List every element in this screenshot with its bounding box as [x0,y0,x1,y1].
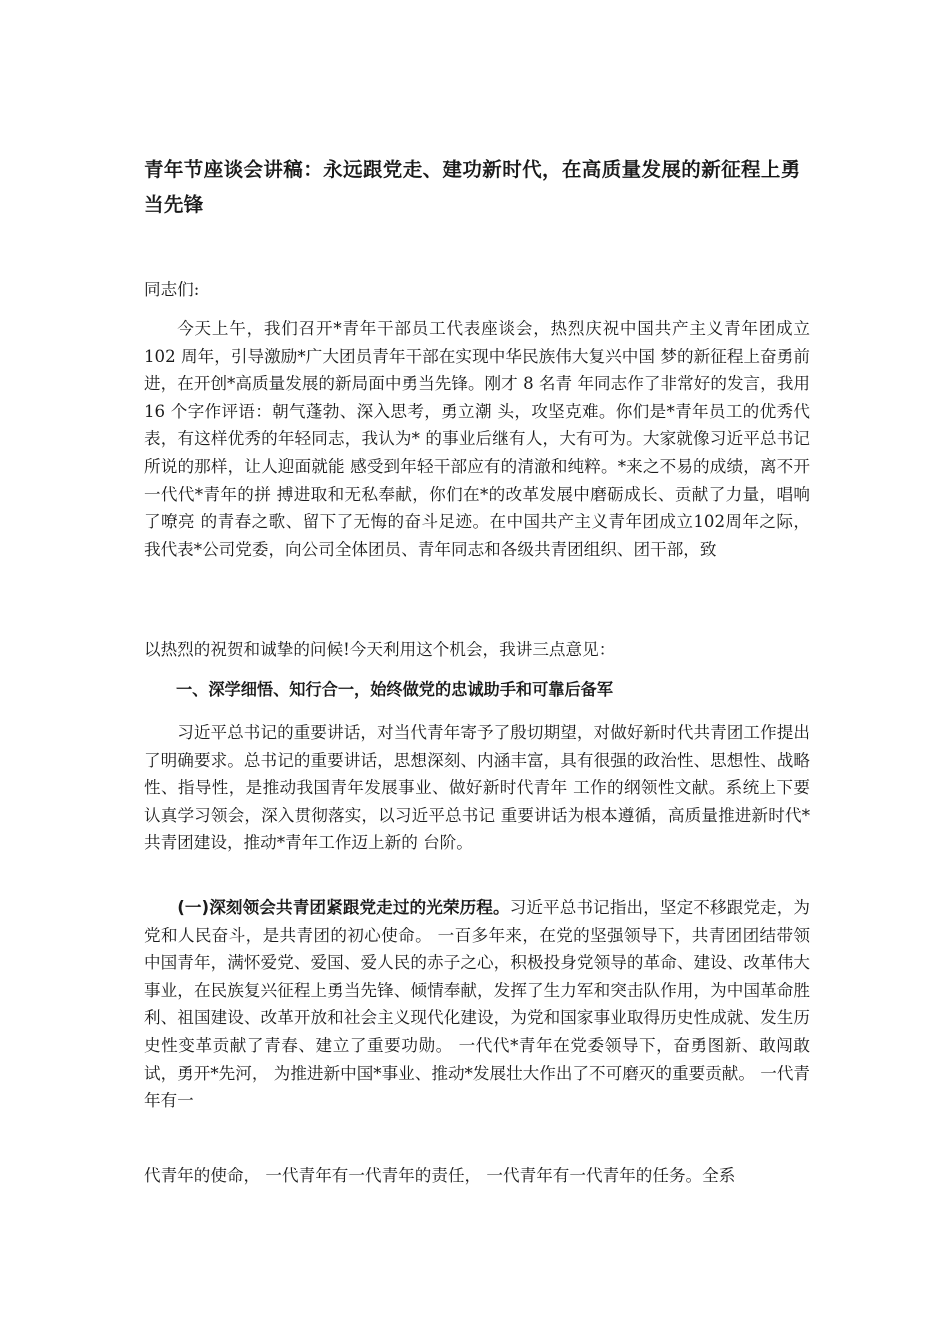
paragraph-subsection-1 [144,894,810,1115]
section-heading-1: 一、深学细悟、知行合一，始终做党的忠诚助手和可靠后备军 [176,680,614,699]
subsection-heading-1: (一)深刻领会共青团紧跟党走过的光荣历程。 [177,898,510,917]
document-title: 青年节座谈会讲稿：永远跟党走、建功新时代，在高质量发展的新征程上勇当先锋 [144,158,801,216]
subsection-body-1: 习近平总书记指出，坚定不移跟党走，为党和人民奋斗，是共青团的初心使命。 一百多年来，在党的坚强领导下，共青团团结带领中国青年，满怀爱党、爱国、爱人民的赤子之心，积极投身党领导的革命、建设、改革伟大事业，在民族复兴征程上勇当先锋、倾情奉献，发挥了生力军和突击队作用，为中国革命胜利、祖国建设、改革开放和社会主义现代化建设，为党和国家事业取得历史性成就、发生历史性变革贡献了青春、建立了重要功勋。 一代代*青年在党委领导下，奋勇图新、敢闯敢试，勇开*先河， 为推进新中国*事业、推动*发展壮大作出了不可磨灭的重要贡献。 一代青年有一 [144,898,811,1111]
paragraph-intro: 今天上午，我们召开*青年干部员工代表座谈会，热烈庆祝中国共产主义青年团成立102 周年，引导激励*广大团员青年干部在实现中华民族伟大复兴中国 梦的新征程上奋勇前进，在开创*高质量发展的新局面中勇当先锋。刚才 8 名青 年同志作了非常好的发言，我用 16 个字作评语：朝气蓬勃、深入思考，勇立潮 头，攻坚克难。你们是*青年员工的优秀代表，有这样优秀的年轻同志，我认为* 的事业后继有人，大有可为。大家就像习近平总书记所说的那样，让人迎面就能 感受到年轻干部应有的清澈和纯粹。*来之不易的成绩，离不开一代代*青年的拼 搏进取和无私奉献，你们在*的改革发展中磨砺成长、贡献了力量，唱响了嘹亮 的青春之歌、留下了无悔的奋斗足迹。在中国共产主义青年团成立102周年之际， 我代表*公司党委，向公司全体团员、青年同志和各级共青团组织、团干部，致 [144,319,810,559]
paragraph-continuation: 代青年的使命， 一代青年有一代青年的责任， 一代青年有一代青年的任务。全系 [144,1166,736,1185]
salutation: 同志们: [144,280,200,299]
paragraph-section-1: 习近平总书记的重要讲话，对当代青年寄予了殷切期望，对做好新时代共青团工作提出了明确要求。总书记的重要讲话，思想深刻、内涵丰富，具有很强的政治性、思想性、战略性、指导性，是推动我国青年发展事业、做好新时代青年 工作的纲领性文献。系统上下要认真学习领会，深入贯彻落实，以习近平总书记 重要讲话为根本遵循，高质量推进新时代*共青团建设，推动*青年工作迈上新的 台阶。 [144,723,810,853]
paragraph-intro-tail: 以热烈的祝贺和诚挚的问候!今天利用这个机会，我讲三点意见： [144,640,616,659]
